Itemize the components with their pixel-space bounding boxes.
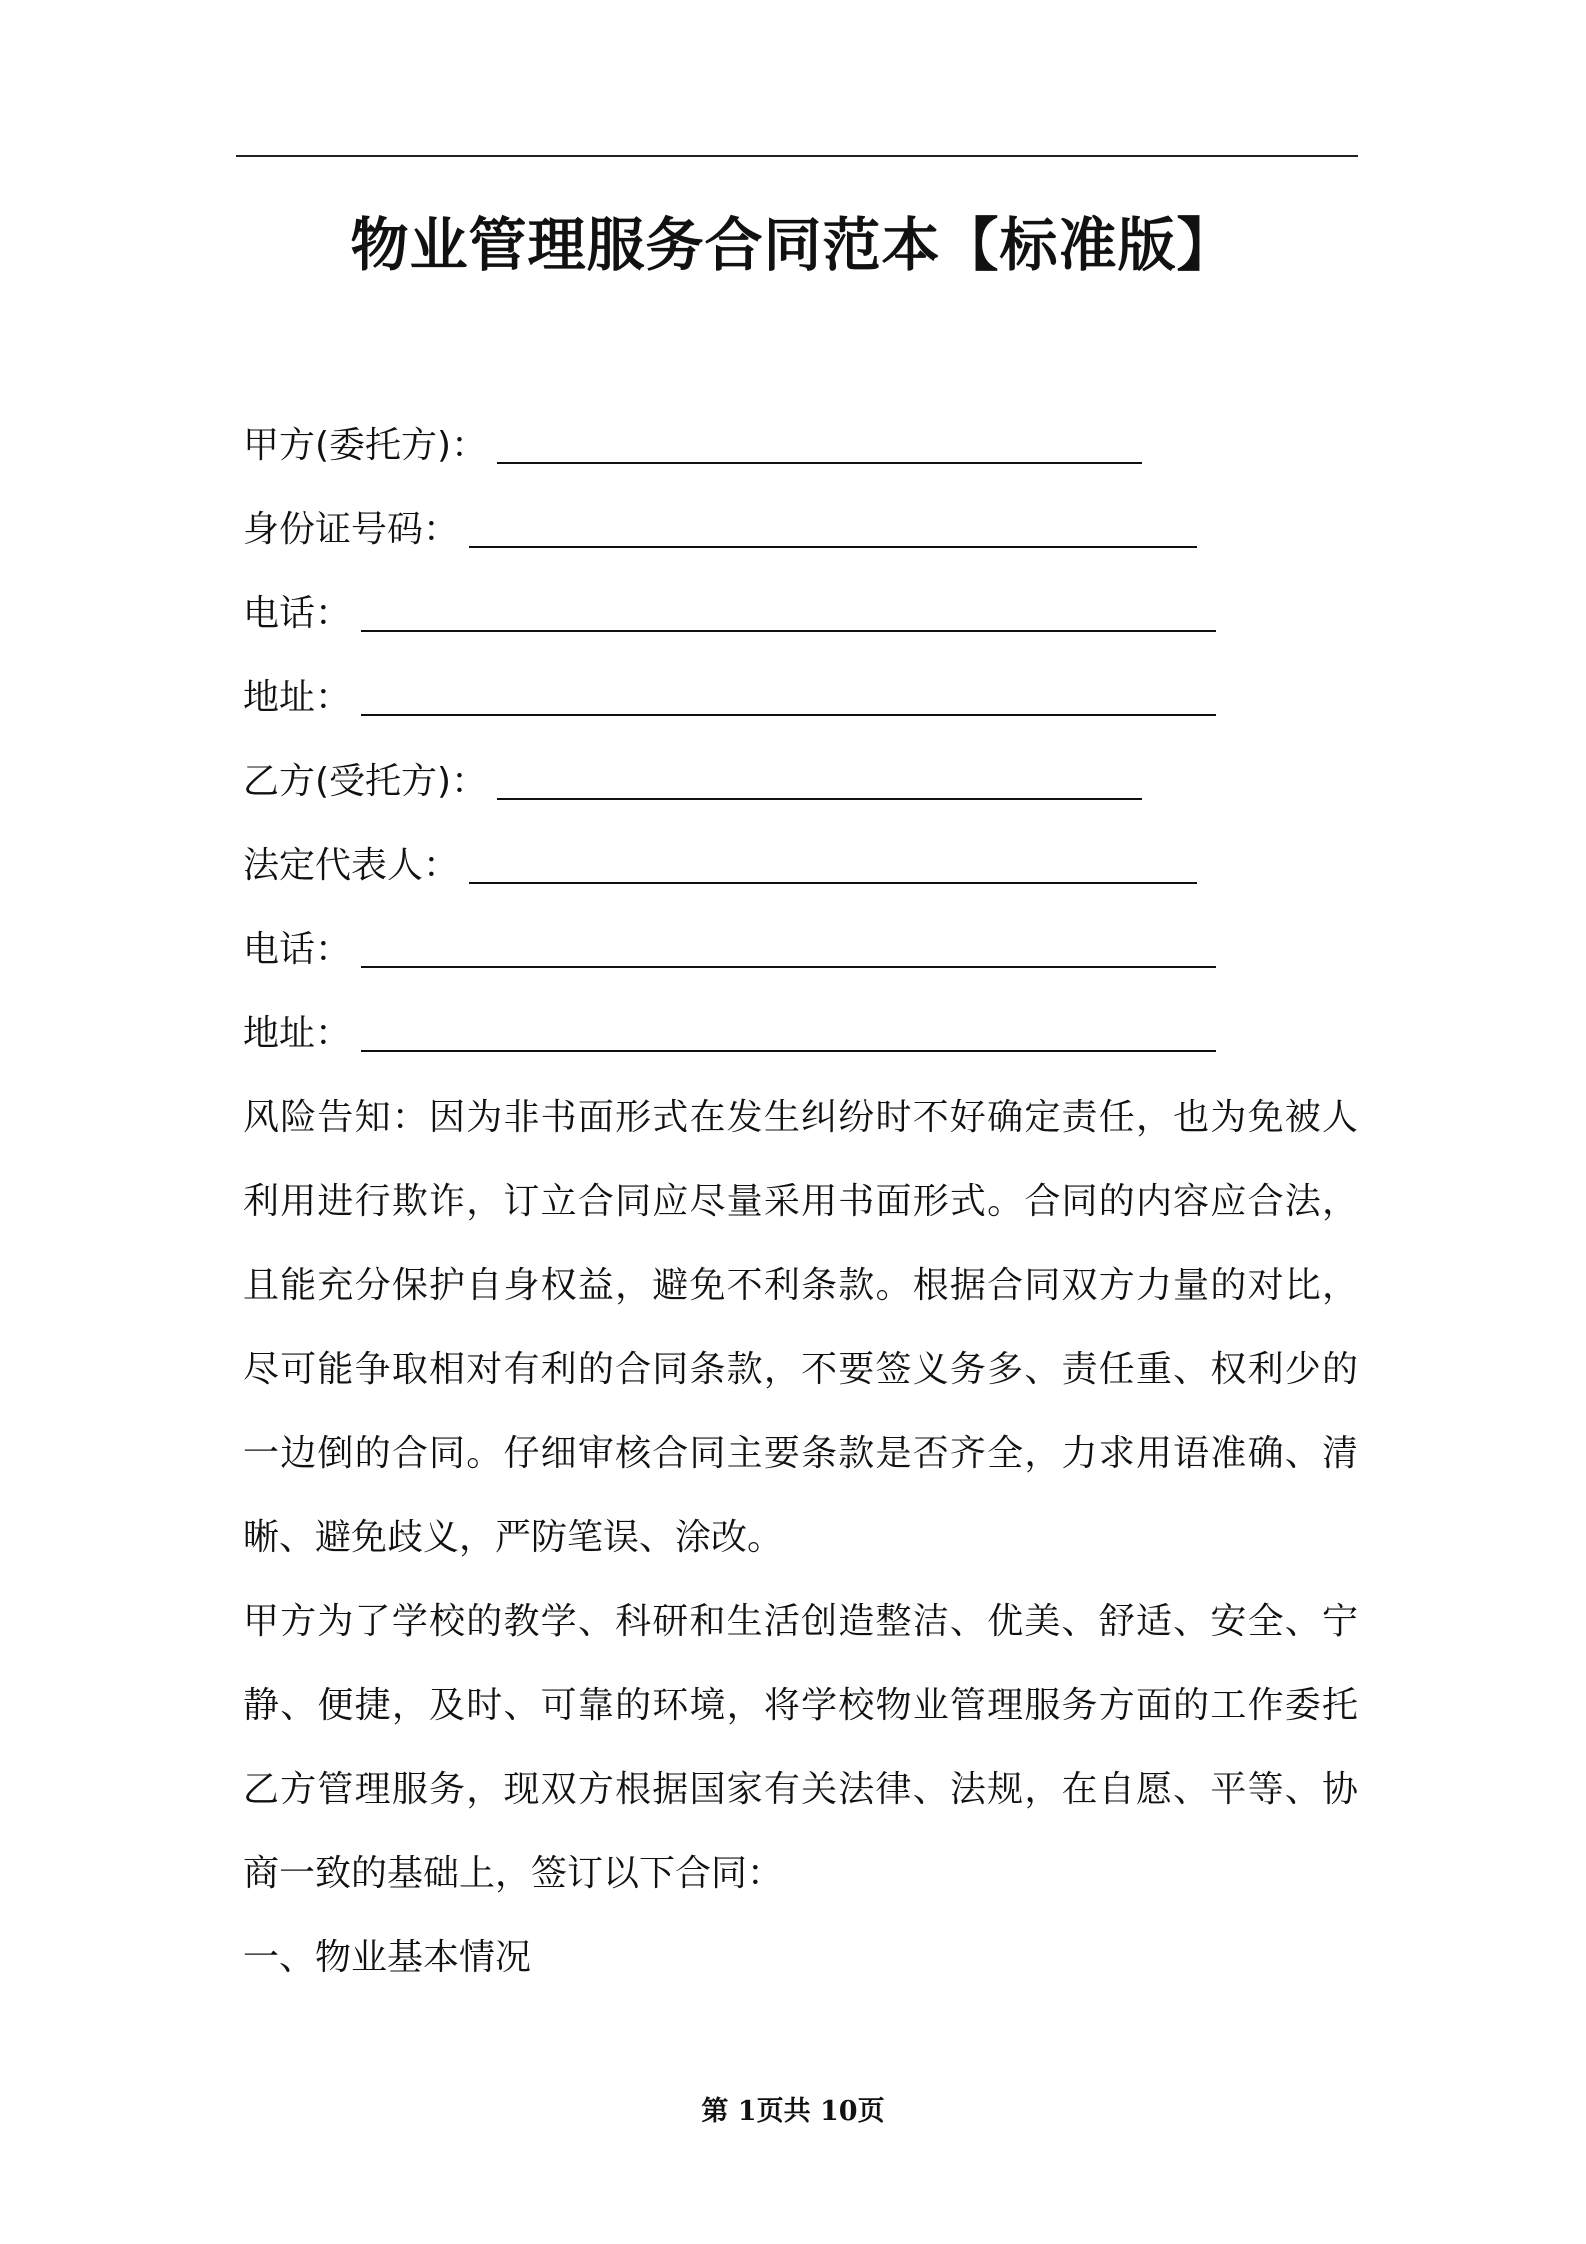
fill-blank[interactable] [497, 740, 1142, 800]
header-rule [236, 155, 1358, 157]
fill-blank[interactable] [361, 908, 1216, 968]
field-party-b-phone [243, 908, 1358, 992]
section-heading-1: 一、物业基本情况 [243, 1937, 532, 1978]
fill-blank[interactable] [469, 488, 1197, 548]
fill-blank[interactable] [361, 656, 1216, 716]
document-body [243, 404, 1358, 2000]
fill-blank[interactable] [497, 404, 1142, 464]
field-party-b-address [243, 992, 1358, 1076]
field-label: 电话： [243, 929, 352, 970]
fill-blank[interactable] [361, 992, 1216, 1052]
fill-blank[interactable] [361, 572, 1216, 632]
risk-notice-paragraph: 风险告知：因为非书面形式在发生纠纷时不好确定责任，也为免被人利用进行欺诈，订立合同应尽量采用书面形式。合同的内容应合法，且能充分保护自身权益，避免不利条款。根据合同双方力量的对比，尽可能争取相对有利的合同条款，不要签义务多、责任重、权利少的一边倒的合同。仔细审核合同主要条款是否齐全，力求用语准确、清晰、避免歧义，严防笔误、涂改。 [243, 1097, 1358, 1558]
field-party-b [243, 740, 1358, 824]
field-label: 地址： [243, 677, 352, 718]
field-label: 乙方(受托方)： [243, 761, 488, 802]
field-label: 身份证号码： [243, 509, 460, 550]
page-indicator: 第 1页共 10页 [701, 2096, 885, 2127]
intro-paragraph: 甲方为了学校的教学、科研和生活创造整洁、优美、舒适、安全、宁静、便捷，及时、可靠的环境，将学校物业管理服务方面的工作委托乙方管理服务，现双方根据国家有关法律、法规，在自愿、平等、协商一致的基础上，签订以下合同： [243, 1601, 1358, 1894]
field-party-a [243, 404, 1358, 488]
document-title: 物业管理服务合同范本【标准版】 [350, 211, 1236, 279]
field-label: 法定代表人： [243, 845, 460, 886]
field-id-number [243, 488, 1358, 572]
field-label: 甲方(委托方)： [243, 425, 488, 466]
field-party-a-phone [243, 572, 1358, 656]
field-label: 地址： [243, 1013, 352, 1054]
fill-blank[interactable] [469, 824, 1197, 884]
field-legal-representative [243, 824, 1358, 908]
field-party-a-address [243, 656, 1358, 740]
field-label: 电话： [243, 593, 352, 634]
